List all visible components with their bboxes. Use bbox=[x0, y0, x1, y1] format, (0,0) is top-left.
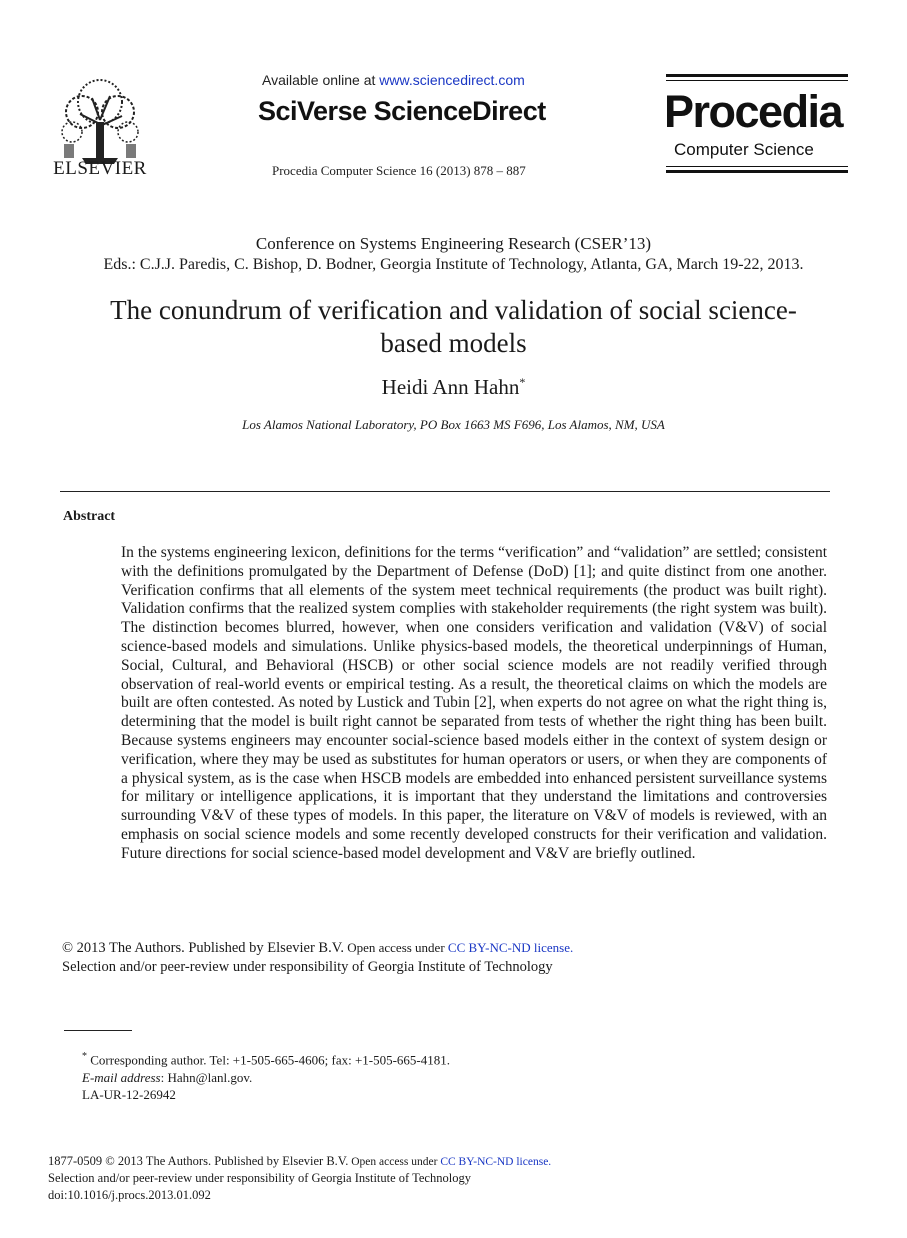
procedia-logo-subtitle: Computer Science bbox=[674, 140, 814, 159]
procedia-top-rule-thin bbox=[666, 80, 848, 81]
footer-open-access-text: Open access under bbox=[348, 1156, 441, 1168]
author-line bbox=[0, 375, 907, 400]
copyright-line bbox=[62, 940, 573, 957]
sciencedirect-link[interactable]: www.sciencedirect.com bbox=[379, 72, 525, 88]
header-divider bbox=[60, 491, 830, 492]
peer-review-line: Selection and/or peer-review under responsibility of Georgia Institute of Technology bbox=[62, 959, 553, 975]
procedia-top-rule-thick bbox=[666, 74, 848, 77]
platform-name: SciVerse ScienceDirect bbox=[258, 96, 546, 126]
email-value[interactable]: : Hahn@lanl.gov. bbox=[160, 1070, 253, 1085]
procedia-logo-title: Procedia bbox=[664, 86, 843, 137]
journal-reference: Procedia Computer Science 16 (2013) 878 – 887 bbox=[272, 163, 526, 178]
footer-issn-text: 1877-0509 © 2013 The Authors. Published by Elsevier B.V. bbox=[48, 1154, 349, 1168]
abstract-text: In the systems engineering lexicon, definitions for the terms “verification” and “validation” are settled; consistent with the definitions promulgated by the Department of Defense (DoD) [1]; and quite distinct from one another. Verification confirms that all elements of the system meet technical requirements (the product was built right). Validation confirms that the realized system complies with stakeholder requirements (the right system was built). The distinction becomes blurred, however, when one considers verification and validation (V&V) of social science-based models and simulations. Unlike physics-based models, the theoretical underpinnings of Human, Social, Cultural, and Behavioral (HSCB) or other social science models are not readily verified through observation of real-world events or empirical testing. As a result, the theoretical claims on which the models are built are often contested. As noted by Lustick and Tubin [2], when experts do not agree on what the right thing is, determining that the model is built right cannot be separated from tests of whether the right thing has been built. Because systems engineers may encounter social-science based models either in the context of system design or verification, where they may be used as substitutes for human operators or users, or when they are components of a physical system, as is the case when HSCB models are embedded into enhanced persistent surveillance systems for military or intelligence applications, it is important that they understand the limitations and controversies surrounding V&V of these types of models. In this paper, the literature on V&V of models is reviewed, with an emphasis on social science models and some recently developed constructs for their verification and validation. Future directions for social science-based model development and V&V are briefly outlined. bbox=[121, 544, 827, 862]
corresponding-author-note bbox=[82, 1051, 450, 1068]
footer-issn-line bbox=[48, 1154, 551, 1169]
open-access-text: Open access under bbox=[343, 940, 448, 955]
footer-peer-review: Selection and/or peer-review under responsibility of Georgia Institute of Technology bbox=[48, 1171, 471, 1185]
abstract-heading: Abstract bbox=[63, 509, 116, 524]
conference-name: Conference on Systems Engineering Research (CSER’13) bbox=[255, 234, 652, 253]
report-number: LA-UR-12-26942 bbox=[82, 1087, 176, 1102]
available-prefix: Available online at bbox=[262, 72, 380, 88]
author-footnote-mark: * bbox=[519, 375, 526, 389]
footer-doi[interactable]: doi:10.1016/j.procs.2013.01.092 bbox=[48, 1188, 211, 1202]
procedia-bottom-rule-thick bbox=[666, 170, 848, 173]
author-name: Heidi Ann Hahn bbox=[381, 375, 520, 399]
email-label: E-mail address bbox=[82, 1070, 161, 1085]
footnote-mark: * bbox=[82, 1051, 87, 1062]
license-link[interactable]: CC BY-NC-ND license. bbox=[447, 940, 574, 955]
corresponding-author-text: Corresponding author. Tel: +1-505-665-4606; fax: +1-505-665-4181. bbox=[87, 1052, 451, 1068]
available-online bbox=[262, 72, 525, 88]
footnote-rule bbox=[64, 1030, 132, 1031]
copyright-text: © 2013 The Authors. Published by Elsevier B.V. bbox=[62, 940, 344, 956]
elsevier-wordmark: ELSEVIER bbox=[53, 158, 147, 179]
paper-title: The conundrum of verification and validation of social science-based models bbox=[110, 295, 797, 358]
conference-editors: Eds.: C.J.J. Paredis, C. Bishop, D. Bodner, Georgia Institute of Technology, Atlanta, GA, March 19-22, 2013. bbox=[103, 256, 804, 273]
email-note bbox=[82, 1070, 252, 1086]
procedia-bottom-rule-thin bbox=[666, 166, 848, 167]
footer-license-link[interactable]: CC BY-NC-ND license. bbox=[440, 1156, 552, 1168]
author-affiliation: Los Alamos National Laboratory, PO Box 1663 MS F696, Los Alamos, NM, USA bbox=[242, 417, 665, 432]
